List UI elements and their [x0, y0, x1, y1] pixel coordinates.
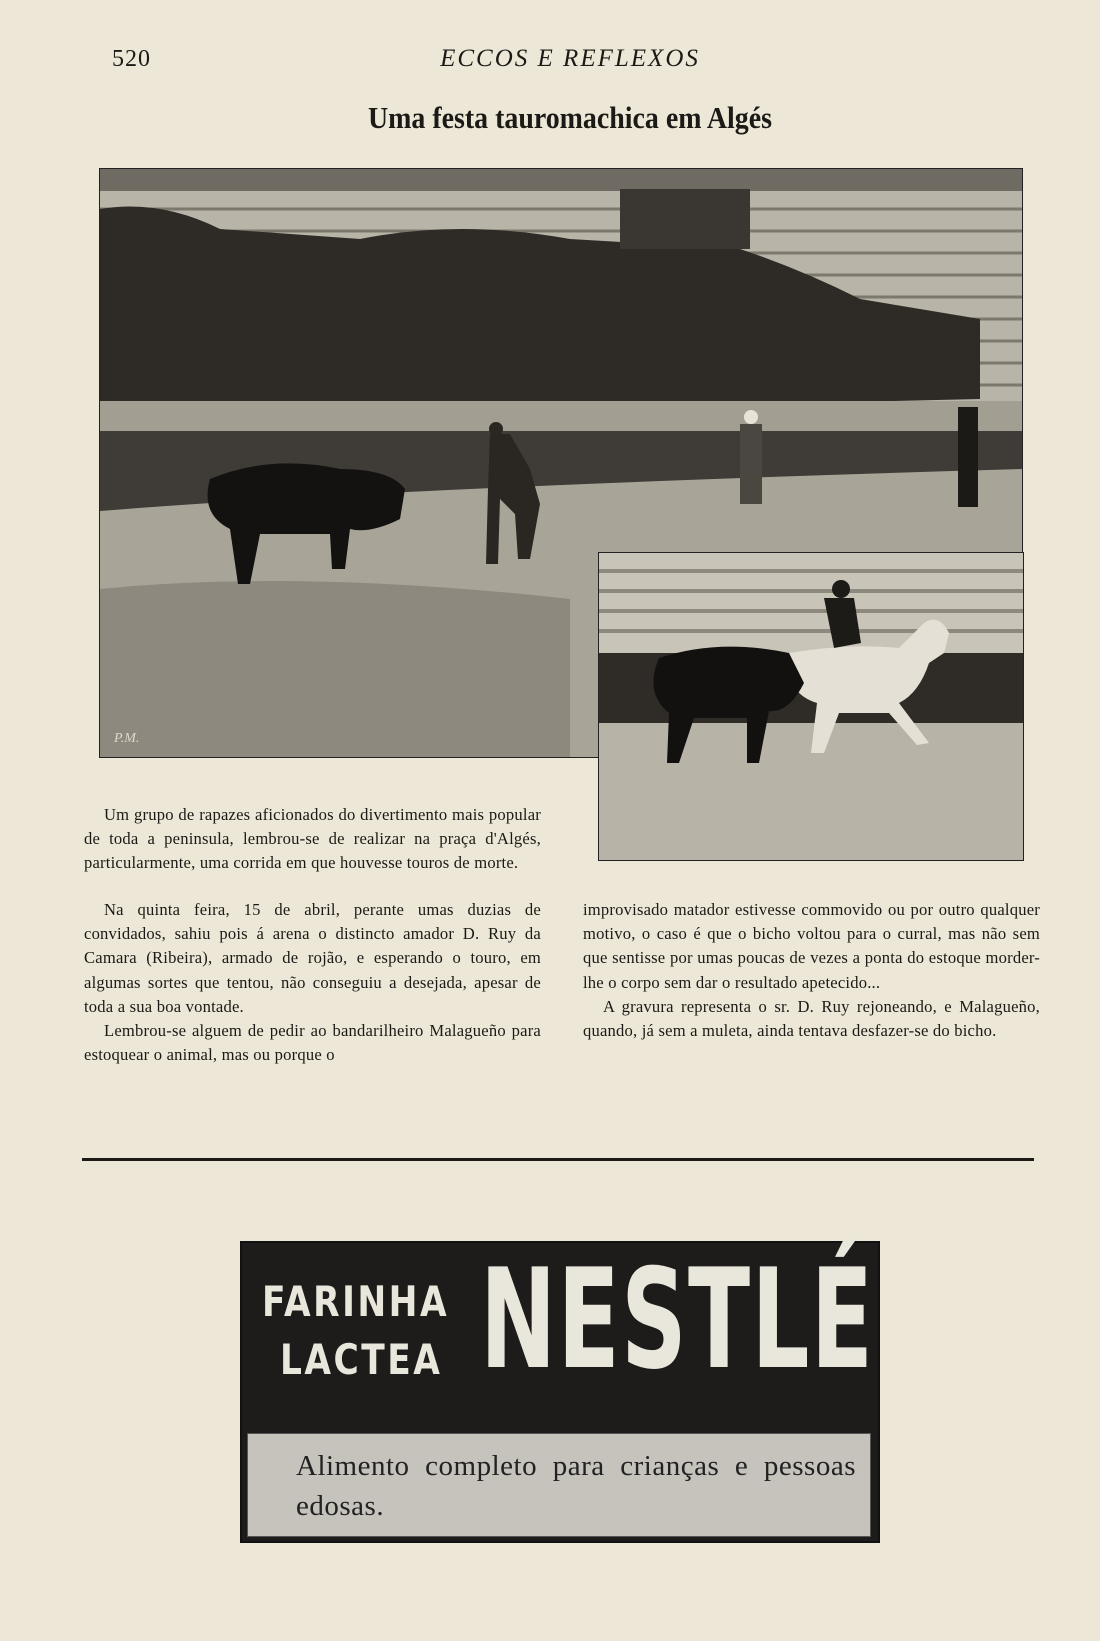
article-column-left-top: [84, 803, 541, 876]
ad-brand-name: NESTLÉ: [480, 1239, 875, 1400]
running-head: ECCOS E REFLEXOS: [440, 45, 700, 72]
ad-tagline: Alimento completo para crianças e pessoas edosas.: [296, 1450, 856, 1522]
article-paragraph: Na quinta feira, 15 de abril, perante umas duzias de convidados, sahiu pois á arena o distincto amador D. Ruy da Camara (Ribeira), armado de rojão, e esperando o touro, em algumas sortes que tentou, não conseguiu a desejada, apesar de toda a sua boa vontade.: [84, 900, 541, 1016]
article-paragraph: Um grupo de rapazes aficionados do divertimento mais popular de toda a peninsula, lembrou-se de realizar na praça d'Algés, particularmente, uma corrida em que houvesse touros de morte.: [84, 805, 541, 873]
rider-inset-photo: [598, 552, 1024, 861]
nestle-advertisement: [240, 1241, 880, 1543]
article-column-left: [84, 898, 541, 1067]
ad-tagline-panel: [247, 1433, 871, 1537]
section-divider: [82, 1158, 1034, 1161]
article-column-right: [583, 898, 1040, 1043]
article-paragraph: Lembrou-se alguem de pedir ao bandarilheiro Malagueño para estoquear o animal, mas ou porque o: [84, 1021, 541, 1065]
photo-monogram: P.M.: [114, 731, 140, 746]
ad-label-lactea: LACTEA: [280, 1335, 443, 1384]
rider-inset-drawing: [599, 553, 1023, 860]
article-paragraph: improvisado matador estivesse commovido ou por outro qualquer motivo, o caso é que o bicho voltou para o curral, mas não sem que sentisse por umas poucas de vezes a ponta do estoque morder-lhe o corpo sem dar o resultado apetecido...: [583, 900, 1040, 992]
article-title: Uma festa tauromachica em Algés: [368, 100, 772, 135]
page-number: 520: [112, 46, 151, 72]
ad-label-farinha: FARINHA: [262, 1277, 450, 1326]
article-paragraph: A gravura representa o sr. D. Ruy rejoneando, e Malagueño, quando, já sem a muleta, ainda tentava desfazer-se do bicho.: [583, 996, 1040, 1041]
